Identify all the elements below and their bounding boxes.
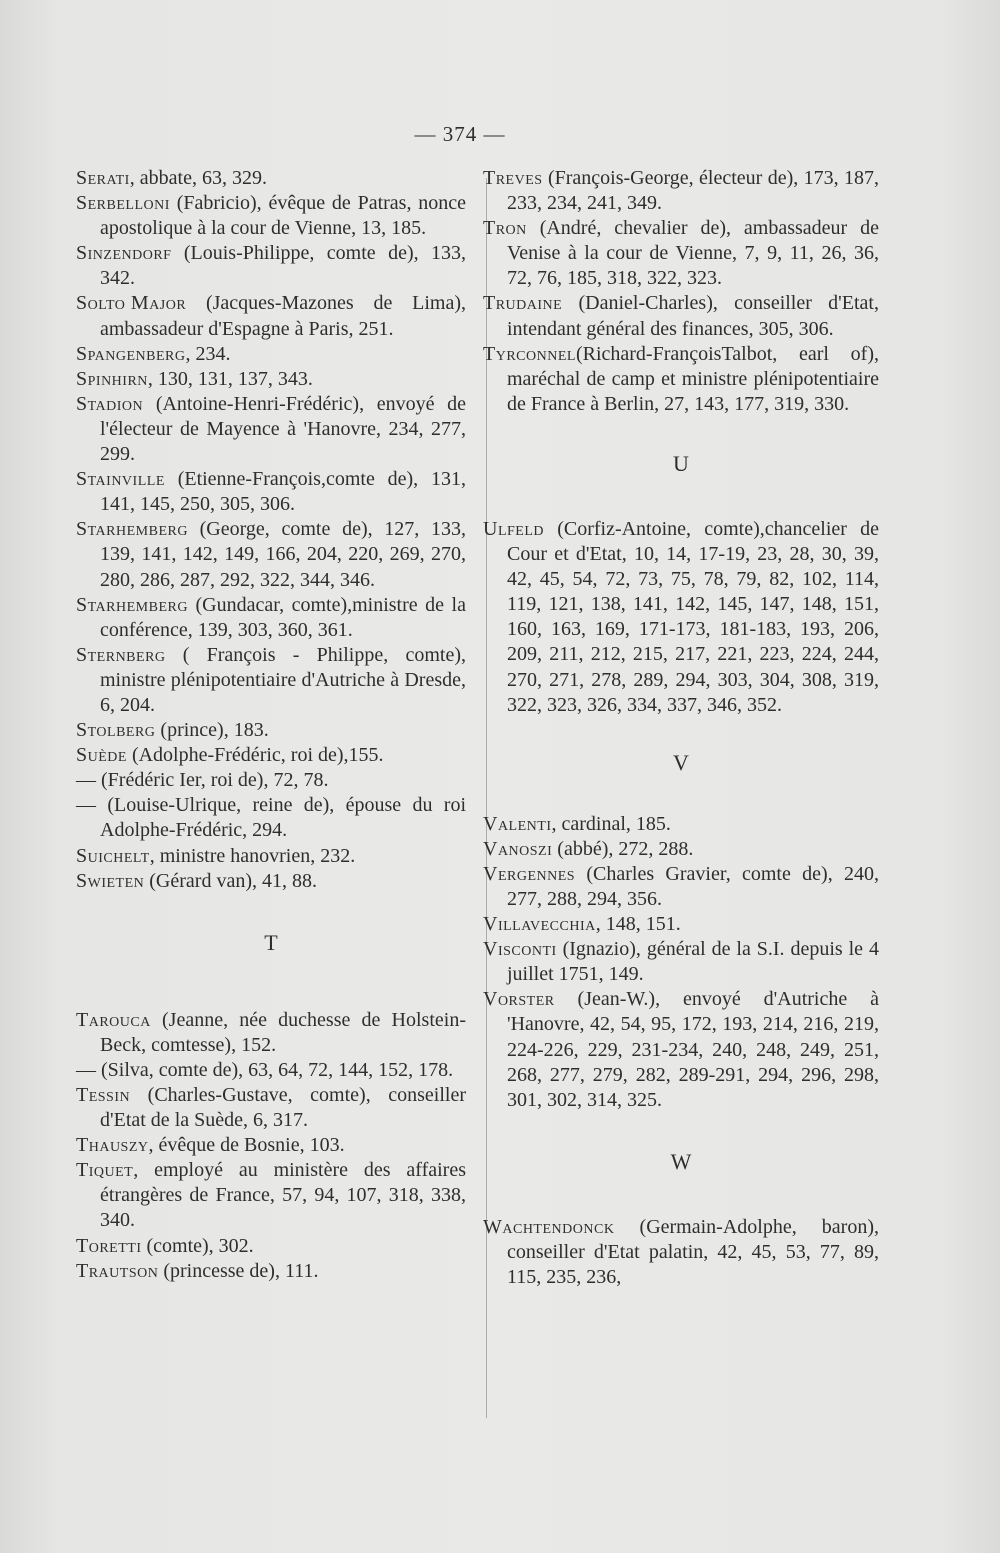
index-entry	[76, 517, 466, 592]
entry-text: , employé au ministère des affaires étrangères de France, 57, 94, 107, 318, 338, 340.	[100, 1159, 466, 1232]
index-entry	[483, 517, 879, 718]
entry-text: — (Frédéric Ier, roi de), 72, 78.	[76, 769, 329, 792]
index-entry	[76, 1083, 466, 1133]
entries-t-left	[76, 1008, 466, 1284]
index-entry	[76, 743, 466, 768]
entry-name: Vanoszi	[483, 837, 553, 860]
entry-name: Suède	[76, 744, 127, 767]
index-entry	[483, 987, 879, 1112]
entries-v	[483, 812, 879, 1113]
index-entry	[76, 718, 466, 743]
entry-name: Stolberg	[76, 719, 156, 742]
entry-name: Spinhirn	[76, 367, 148, 390]
entry-name: Tron	[483, 217, 527, 240]
entry-text: (Charles Gravier, comte de), 240, 277, 288, 294, 356.	[507, 862, 879, 910]
entries-t-right	[483, 166, 879, 417]
entry-text: , cardinal, 185.	[551, 812, 671, 835]
left-column	[76, 166, 466, 1284]
index-entry	[76, 768, 466, 793]
index-entry	[483, 937, 879, 987]
entry-name: Tyrconnel	[483, 342, 576, 365]
index-entry	[76, 593, 466, 643]
entry-text: , 234.	[185, 342, 231, 365]
entry-text: , 148, 151.	[595, 913, 681, 936]
entry-name: Wachtendonck	[483, 1215, 615, 1238]
entry-name: Vorster	[483, 988, 555, 1011]
entry-text: (Louis-Philippe, comte de), 133, 342.	[100, 242, 466, 290]
entries-s	[76, 166, 466, 894]
index-entry	[76, 844, 466, 869]
section-letter-u: U	[673, 450, 689, 476]
index-entry	[76, 367, 466, 392]
entry-name: Spangenberg	[76, 342, 186, 365]
page-number: — 374 —	[414, 122, 506, 146]
entry-name: Tarouca	[76, 1008, 151, 1031]
entry-name: Thauszy	[76, 1134, 149, 1157]
entry-text: (Gérard van), 41, 88.	[144, 869, 317, 892]
entry-text: , 130, 131, 137, 343.	[147, 367, 313, 390]
entry-text: , évêque de Bosnie, 103.	[148, 1134, 345, 1157]
entry-text: (Adolphe-Frédéric, roi de),155.	[126, 744, 384, 767]
entry-name: Starhemberg	[76, 593, 188, 616]
index-entry	[483, 166, 879, 216]
index-entry	[76, 191, 466, 241]
entry-text: (Antoine-Henri-Frédéric), envoyé de l'électeur de Mayence à 'Hanovre, 234, 277, 299.	[100, 392, 466, 466]
entry-text: (Jeanne, née duchesse de Holstein-Beck, comtesse), 152.	[100, 1008, 466, 1056]
index-entry	[76, 166, 466, 191]
index-entry	[483, 862, 879, 912]
entry-text: (Fabricio), évêque de Patras, nonce apostolique à la cour de Vienne, 13, 185.	[100, 192, 466, 240]
entry-name: Sternberg	[76, 643, 166, 666]
index-entry	[483, 216, 879, 291]
entry-name: Ulfeld	[483, 517, 544, 540]
section-letter-w: W	[670, 1148, 692, 1174]
entry-text: (Jean-W.), envoyé d'Autriche à 'Hanovre, 42, 54, 95, 172, 193, 214, 216, 219, 224-226, 229, 231-234, 240, 248, 249, 251, 268, 277, 279, 282, 289-291, 294, 296, 298, 301, 302, 314, 325.	[507, 988, 879, 1111]
section-letter-t: T	[264, 929, 278, 955]
entry-name: Vergennes	[483, 862, 576, 885]
entry-text: (Corfiz-Antoine, comte),chancelier de Cour et d'Etat, 10, 14, 17-19, 23, 28, 30, 39, 42, 45, 54, 72, 73, 75, 78, 79, 82, 102, 114, 119, 121, 138, 141, 142, 145, 147, 148, 151, 160, 163, 169, 171-173, 181-183, 193, 206, 209, 211, 212, 215, 217, 221, 223, 224, 244, 270, 271, 278, 289, 294, 303, 304, 308, 319, 322, 323, 326, 334, 337, 346, 352.	[507, 517, 879, 716]
entry-text: , ministre hanovrien, 232.	[149, 844, 356, 867]
entry-name: Suichelt	[76, 844, 150, 867]
index-entry	[76, 793, 466, 843]
section-letter-v: V	[673, 749, 689, 775]
entry-text: (comte), 302.	[141, 1234, 254, 1257]
entry-text: (Ignazio), général de la S.I. depuis le 4 juillet 1751, 149.	[507, 938, 879, 986]
index-entry	[76, 869, 466, 894]
right-column	[483, 166, 879, 1290]
index-entry	[76, 241, 466, 291]
index-entry	[483, 291, 879, 341]
entry-name: Solto Major	[76, 292, 187, 315]
entry-name: Serati	[76, 167, 130, 189]
index-entry	[483, 837, 879, 862]
entry-name: Toretti	[76, 1234, 142, 1257]
entry-name: Stadion	[76, 392, 144, 415]
index-entry	[76, 291, 466, 341]
entries-w	[483, 1215, 879, 1290]
index-entry	[76, 392, 466, 467]
entry-name: Trautson	[76, 1259, 159, 1282]
entry-text: (Jacques-Mazones de Lima), ambassadeur d'Espagne à Paris, 251.	[100, 292, 466, 340]
entry-text: (Etienne-François,comte de), 131, 141, 145, 250, 305, 306.	[100, 468, 466, 516]
index-entry	[76, 342, 466, 367]
entry-name: Villavecchia	[483, 913, 596, 936]
entry-text: , abbate, 63, 329.	[129, 167, 267, 189]
entry-text: (François-George, électeur de), 173, 187, 233, 234, 241, 349.	[507, 167, 879, 215]
entry-text: ( François - Philippe, comte), ministre plénipotentiaire d'Autriche à Dresde, 6, 204.	[100, 643, 466, 716]
index-entry	[76, 1008, 466, 1058]
index-entry	[483, 912, 879, 937]
index-entry	[76, 1133, 466, 1158]
index-entry	[76, 1234, 466, 1259]
entry-name: Tiquet	[76, 1159, 134, 1182]
index-entry	[76, 1158, 466, 1233]
entry-text: (Germain-Adolphe, baron), conseiller d'Etat palatin, 42, 45, 53, 77, 89, 115, 235, 236,	[507, 1215, 879, 1288]
entries-u	[483, 517, 879, 718]
entry-text: (Richard-FrançoisTalbot, earl of), maréchal de camp et ministre plénipotentiaire de France à Berlin, 27, 143, 177, 319, 330.	[507, 342, 879, 415]
entry-text: (Gundacar, comte),ministre de la conférence, 139, 303, 360, 361.	[100, 593, 466, 641]
entry-text: — (Louise-Ulrique, reine de), épouse du roi Adolphe-Frédéric, 294.	[76, 794, 466, 842]
entry-name: Swieten	[76, 869, 145, 892]
entry-name: Tessin	[76, 1084, 131, 1106]
index-entry	[76, 643, 466, 718]
index-entry	[483, 342, 879, 417]
index-entry	[76, 1058, 466, 1083]
entry-name: Trudaine	[483, 292, 563, 315]
entry-name: Stainville	[76, 468, 165, 491]
entry-text: (André, chevalier de), ambassadeur de Venise à la cour de Vienne, 7, 9, 11, 26, 36, 72, 76, 185, 318, 322, 323.	[507, 217, 879, 290]
entry-text: (prince), 183.	[155, 719, 269, 742]
entry-text: (Charles-Gustave, comte), conseiller d'Etat de la Suède, 6, 317.	[100, 1084, 466, 1132]
entry-text: (George, comte de), 127, 133, 139, 141, 142, 149, 166, 204, 220, 269, 270, 280, 286, 287, 292, 322, 344, 346.	[100, 518, 466, 591]
index-entry	[76, 467, 466, 517]
index-entry	[483, 812, 879, 837]
index-entry	[76, 1259, 466, 1284]
entry-name: Valenti	[483, 812, 552, 835]
entry-name: Treves	[483, 167, 543, 189]
entry-name: Visconti	[483, 938, 557, 961]
entry-name: Serbelloni	[76, 192, 170, 215]
entry-name: Starhemberg	[76, 518, 188, 541]
entry-name: Sinzendorf	[76, 242, 172, 265]
entry-text: (Daniel-Charles), conseiller d'Etat, intendant général des finances, 305, 306.	[507, 292, 879, 340]
entry-text: — (Silva, comte de), 63, 64, 72, 144, 152, 178.	[76, 1058, 454, 1081]
entry-text: (princesse de), 111.	[158, 1259, 319, 1282]
entry-text: (abbé), 272, 288.	[552, 837, 694, 860]
index-entry	[483, 1215, 879, 1290]
